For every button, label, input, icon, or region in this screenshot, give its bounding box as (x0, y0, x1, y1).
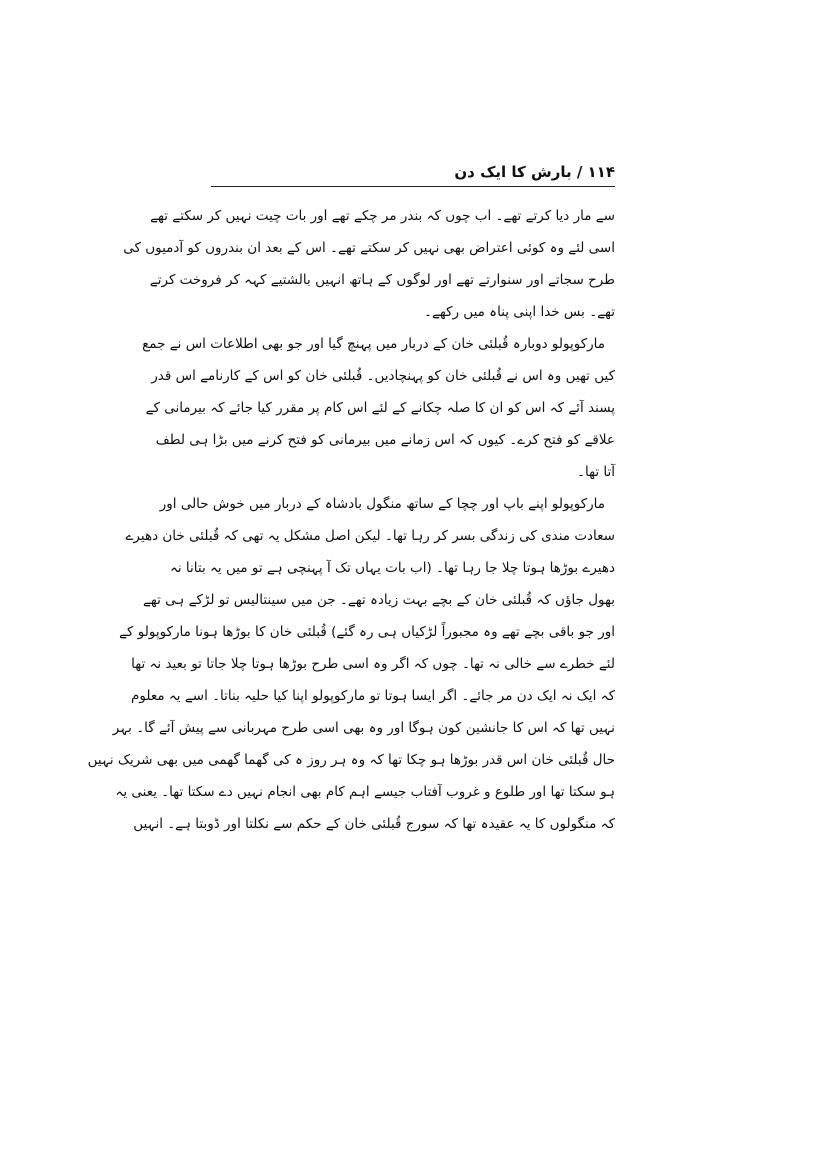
paragraph (87, 488, 615, 840)
text-line: سے مار دیا کرتے تھے۔ اب چوں کہ بندر مر چکے تھے اور بات چیت نہیں کر سکتے تھے (150, 208, 615, 224)
paragraph (142, 328, 615, 488)
text-line: کہ منگولوں کا یہ عقیدہ تھا کہ سورج قُبلئی خان کے حکم سے نکلتا اور ڈوبتا ہے۔ انہیں (133, 816, 615, 832)
text-line: سعادت مندی کی زندگی بسر کر رہا تھا۔ لیکن اصل مشکل یہ تھی کہ قُبلئی خان دھیرے (125, 528, 615, 544)
text-line: طرح سجاتے اور سنوارتے تھے اور لوگوں کے ہاتھ انہیں بالشتیے کہہ کر فروخت کرتے (149, 272, 615, 288)
text-line: حال قُبلئی خان اس قدر بوڑھا ہو چکا تھا کہ وہ ہر روز ہ کی گھما گھمی میں بھی شریک نہیں (87, 752, 615, 768)
text-line: دھیرے بوڑھا ہوتا چلا جا رہا تھا۔ (اب بات یہاں تک آ پہنچی ہے تو میں یہ بتانا نہ (169, 560, 615, 576)
text-line: اسی لئے وہ کوئی اعتراض بھی نہیں کر سکتے تھے۔ اس کے بعد ان بندروں کو آدمیوں کی (123, 240, 615, 256)
paragraph (123, 200, 615, 328)
text-line: نہیں تھا کہ اس کا جانشین کون ہوگا اور وہ بھی اسی طرح مہربانی سے پیش آئے گا۔ بہر (112, 720, 615, 736)
text-line: بھول جاؤں کہ قُبلئی خان کے بچے بہت زیادہ تھے۔ جن میں سینتالیس تو لڑکے ہی تھے (142, 592, 615, 608)
text-line: مارکوپولو دوبارہ قُبلئی خان کے دربار میں پہنچ گیا اور جو بھی اطلاعات اس نے جمع (142, 336, 605, 352)
running-header: ۱۱۴ / بارش کا ایک دن (454, 163, 615, 181)
text-line: پسند آئے کہ اس کو ان کا صلہ چکانے کے لئے اس کام پر مقرر کیا جائے کہ بیرمانی کے (145, 400, 615, 416)
text-line: اور جو باقی بچے تھے وہ مجبوراً لڑکیاں ہی رہ گئے) قُبلئی خان کا بوڑھا ہونا مارکوپولو کے (119, 624, 615, 640)
text-line: کہ ایک نہ ایک دن مر جائے۔ اگر ایسا ہوتا تو مارکوپولو اپنا کیا حلیہ بناتا۔ اسے یہ معلوم (131, 688, 615, 704)
text-line: علاقے کو فتح کرے۔ کیوں کہ اس زمانے میں بیرمانی کو فتح کرنے میں بڑا ہی لطف (155, 432, 615, 448)
text-line: مارکوپولو اپنے باپ اور چچا کے ساتھ منگول بادشاہ کے دربار میں خوش حالی اور (159, 496, 605, 512)
header-rule (211, 186, 615, 187)
text-line: ہو سکتا تھا اور طلوع و غروب آفتاب جیسے اہم کام بھی انجام نہیں دے سکتا تھا۔ یعنی یہ (115, 784, 615, 800)
text-line: لئے خطرے سے خالی نہ تھا۔ چوں کہ اگر وہ اسی طرح بوڑھا ہوتا چلا جاتا تو بعید نہ تھا (131, 656, 615, 672)
body-text (87, 200, 615, 840)
text-line: تھے۔ بس خدا اپنی پناہ میں رکھے۔ (424, 304, 615, 320)
text-line: کیں تھیں وہ اس نے قُبلئی خان کو پہنچادیں۔ قُبلئی خان کو اس کے کارنامے اس قدر (151, 368, 615, 384)
text-line: آتا تھا۔ (577, 464, 615, 480)
